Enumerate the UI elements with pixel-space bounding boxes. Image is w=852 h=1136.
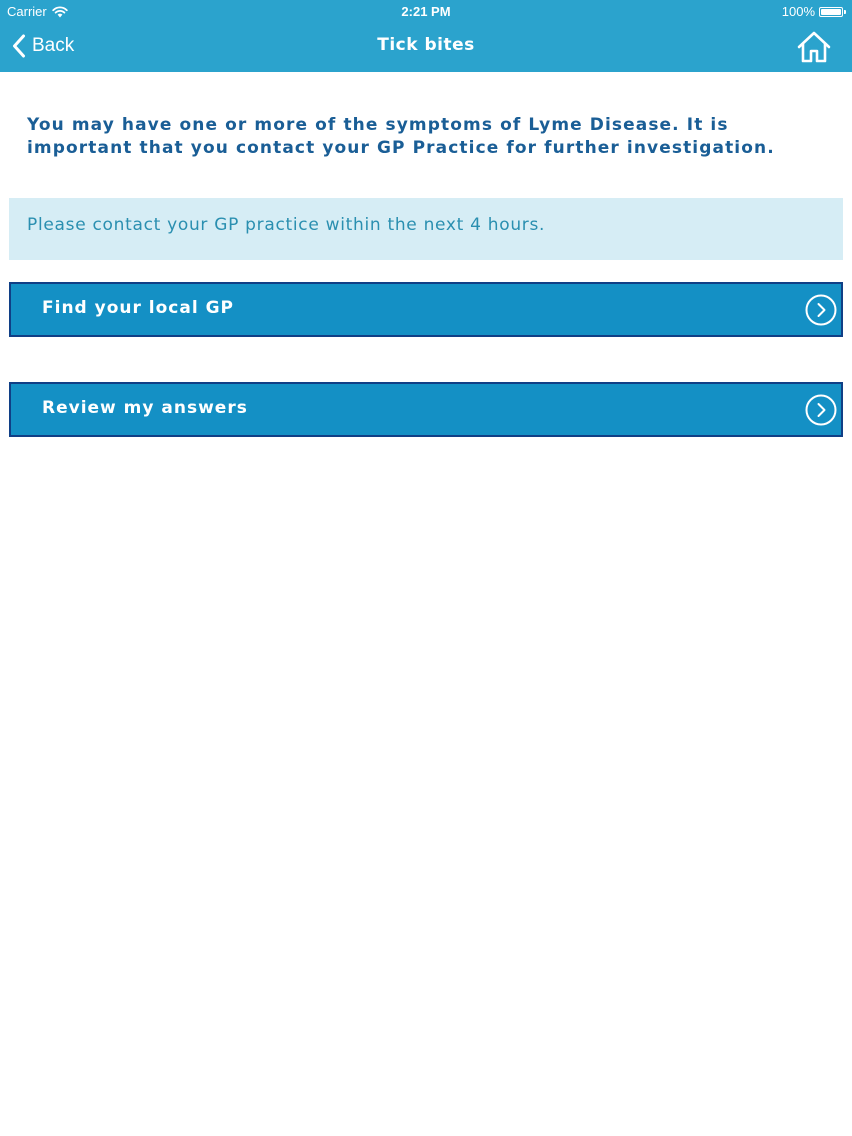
back-label: Back [32,35,75,56]
page-title: Tick bites [377,35,475,55]
review-answers-label: Review my answers [42,398,248,418]
status-battery [782,4,846,19]
status-time: 2:21 PM [401,4,451,19]
navigation-bar [0,24,852,72]
find-local-gp-button[interactable] [9,282,843,337]
home-icon [796,30,832,64]
symptom-warning-text: You may have one or more of the symptoms of Lyme Disease. It is important that you contact your GP Practice for further investigation. [27,115,775,158]
find-local-gp-label: Find your local GP [42,298,235,318]
banner-text: Please contact your GP practice within the next 4 hours. [27,215,546,235]
top-bar [0,0,852,72]
battery-icon [819,7,843,17]
chevron-right-circle-icon [805,294,837,326]
status-bar [0,0,852,24]
chevron-right-circle-icon [805,394,837,426]
carrier-label: Carrier [7,4,47,19]
review-answers-button[interactable] [9,382,843,437]
battery-percent: 100% [781,4,815,19]
home-button[interactable] [796,30,832,64]
contact-gp-banner [9,198,843,260]
